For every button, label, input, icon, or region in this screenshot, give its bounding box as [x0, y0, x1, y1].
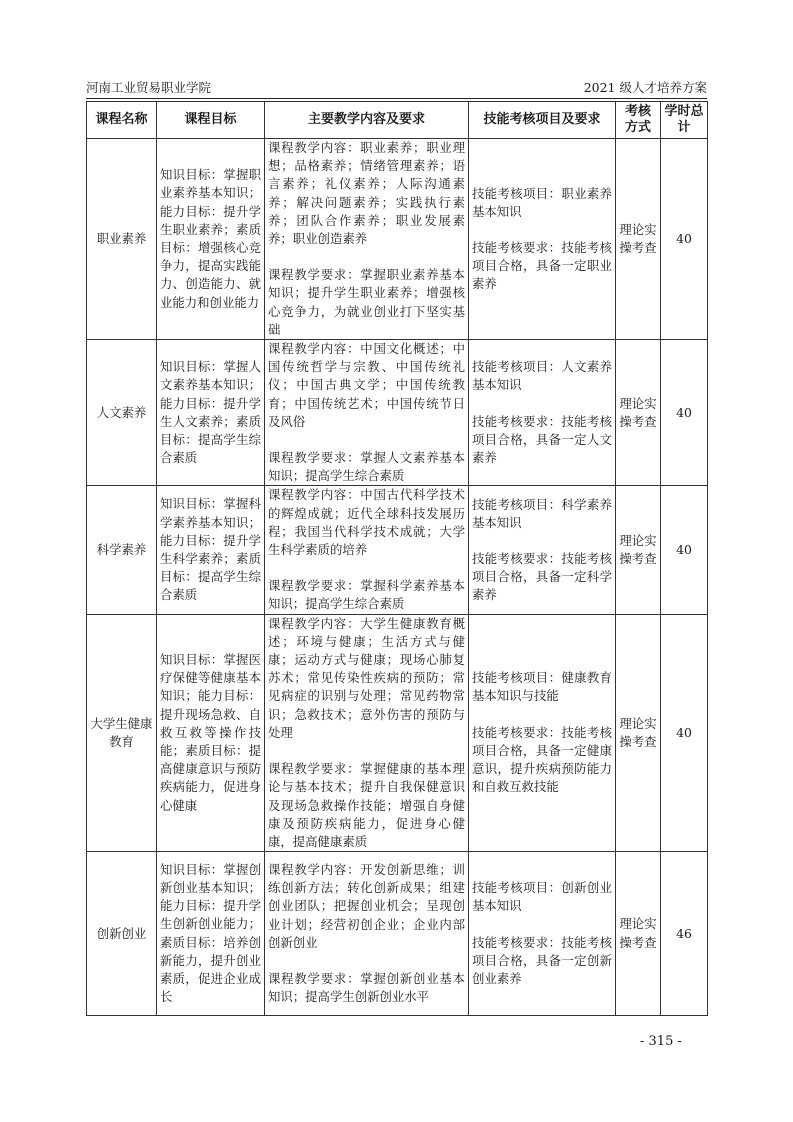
total-hours: 40 — [661, 139, 708, 340]
skill-item: 技能考核项目：人文素养基本知识 — [472, 359, 612, 393]
course-name: 职业素养 — [87, 139, 157, 340]
assessment-method: 理论实操考查 — [616, 614, 661, 851]
table-row — [87, 340, 708, 486]
course-name: 大学生健康教育 — [87, 614, 157, 851]
table-row — [87, 614, 708, 851]
header-program: 2021 级人才培养方案 — [583, 80, 707, 95]
course-name: 科学素养 — [87, 486, 157, 614]
course-goal: 知识目标：掌握科学素养基本知识；能力目标：提升学生科学素养；素质目标：提高学生综合素质 — [157, 486, 265, 614]
course-requirement: 课程教学要求：掌握职业素养基本知识；提升学生职业素养；增强核心竞争力，为就业创业打下坚实基础 — [268, 267, 465, 337]
header-school: 河南工业贸易职业学院 — [86, 80, 212, 95]
skill-item: 技能考核项目：创新创业基本知识 — [472, 880, 612, 914]
skill-item: 技能考核项目：科学素养基本知识 — [472, 496, 612, 530]
assessment-method: 理论实操考查 — [616, 139, 661, 340]
skill-requirement: 技能考核要求：技能考核项目合格，具备一定创新创业素养 — [472, 934, 612, 986]
col-header-course-name: 课程名称 — [87, 102, 157, 139]
skill-requirement: 技能考核要求：技能考核项目合格，具备一定职业素养 — [472, 239, 612, 292]
total-hours: 40 — [661, 340, 708, 486]
assessment-method: 理论实操考查 — [616, 852, 661, 1016]
course-content-cell — [265, 340, 469, 486]
course-requirement: 课程教学要求：掌握人文素养基本知识；提高学生综合素质 — [268, 450, 465, 484]
total-hours: 40 — [661, 614, 708, 851]
course-content-cell — [265, 852, 469, 1016]
page-header — [86, 76, 707, 99]
table-row — [87, 139, 708, 340]
col-header-content: 主要教学内容及要求 — [265, 102, 469, 139]
course-requirement: 课程教学要求：掌握科学素养基本知识；提高学生综合素质 — [268, 578, 465, 612]
course-content: 课程教学内容：职业素养；职业理想；品格素养；情绪管理素养；语言素养；礼仪素养；人际沟通素养；解决问题素养；实践执行素养；团队合作素养；职业发展素养；职业创造素养 — [268, 140, 465, 247]
table-row — [87, 486, 708, 614]
total-hours: 40 — [661, 486, 708, 614]
course-goal: 知识目标：掌握职业素养基本知识；能力目标：提升学生职业素养；素质目标：增强核心竞争力，提高实践能力、创造能力、就业能力和创业能力 — [157, 139, 265, 340]
course-name: 人文素养 — [87, 340, 157, 486]
assessment-method: 理论实操考查 — [616, 486, 661, 614]
skill-item: 技能考核项目：职业素养基本知识 — [472, 185, 612, 219]
col-header-course-goal: 课程目标 — [157, 102, 265, 139]
skill-requirement: 技能考核要求：技能考核项目合格，具备一定健康意识，提升疾病预防能力和自救互救技能 — [472, 724, 612, 795]
course-content: 课程教学内容：开发创新思维；训练创新方法；转化创新成果；组建创业团队；把握创业机会；呈现创业计划；经营初创企业；企业内部创新创业 — [268, 861, 465, 950]
course-requirement: 课程教学要求：掌握创新创业基本知识；提高学生创新创业水平 — [268, 970, 465, 1005]
table-row — [87, 852, 708, 1016]
course-goal: 知识目标：掌握人文素养基本知识；能力目标：提升学生人文素养；素质目标：提高学生综合素质 — [157, 340, 265, 486]
assessment-method: 理论实操考查 — [616, 340, 661, 486]
col-header-method: 考核方式 — [616, 102, 661, 139]
course-content-cell — [265, 139, 469, 340]
skill-cell — [469, 139, 616, 340]
skill-requirement: 技能考核要求：技能考核项目合格，具备一定人文素养 — [472, 413, 612, 466]
course-requirement: 课程教学要求：掌握健康的基本理论与基本技术；提升自我保健意识及现场急救操作技能；增强自身健康及预防疾病能力，促进身心健康，提高健康素质 — [268, 761, 465, 849]
skill-cell — [469, 486, 616, 614]
skill-cell — [469, 852, 616, 1016]
col-header-hours: 学时总计 — [661, 102, 708, 139]
course-content: 课程教学内容：大学生健康教育概述；环境与健康；生活方式与健康；运动方式与健康；现场心肺复苏术；常见传染性疾病的预防；常见病症的识别与处理；常见药物常识；急救技术；意外伤害的预防与处理 — [268, 615, 465, 740]
skill-requirement: 技能考核要求：技能考核项目合格，具备一定科学素养 — [472, 550, 612, 603]
page-number: - 315 - — [640, 1034, 682, 1049]
table-header-row — [87, 102, 708, 139]
course-content: 课程教学内容：中国文化概述；中国传统哲学与宗教、中国传统礼仪；中国古典文学；中国传统教育；中国传统艺术；中国传统节日及风俗 — [268, 341, 465, 429]
skill-item: 技能考核项目：健康教育基本知识与技能 — [472, 670, 612, 704]
course-content-cell — [265, 486, 469, 614]
course-table — [86, 101, 708, 1016]
course-content-cell — [265, 614, 469, 851]
skill-cell — [469, 614, 616, 851]
col-header-skill: 技能考核项目及要求 — [469, 102, 616, 139]
total-hours: 46 — [661, 852, 708, 1016]
course-name: 创新创业 — [87, 852, 157, 1016]
course-content: 课程教学内容：中国古代科学技术的辉煌成就；近代全球科技发展历程；我国当代科学技术成就；大学生科学素质的培养 — [268, 487, 465, 558]
skill-cell — [469, 340, 616, 486]
course-goal: 知识目标：掌握医疗保健等健康基本知识；能力目标：提升现场急救、自救互救等操作技能；素质目标：提高健康意识与预防疾病能力，促进身心健康 — [157, 614, 265, 851]
course-goal: 知识目标：掌握创新创业基本知识；能力目标：提升学生创新创业能力；素质目标：培养创新能力，提升创业素质，促进企业成长 — [157, 852, 265, 1016]
